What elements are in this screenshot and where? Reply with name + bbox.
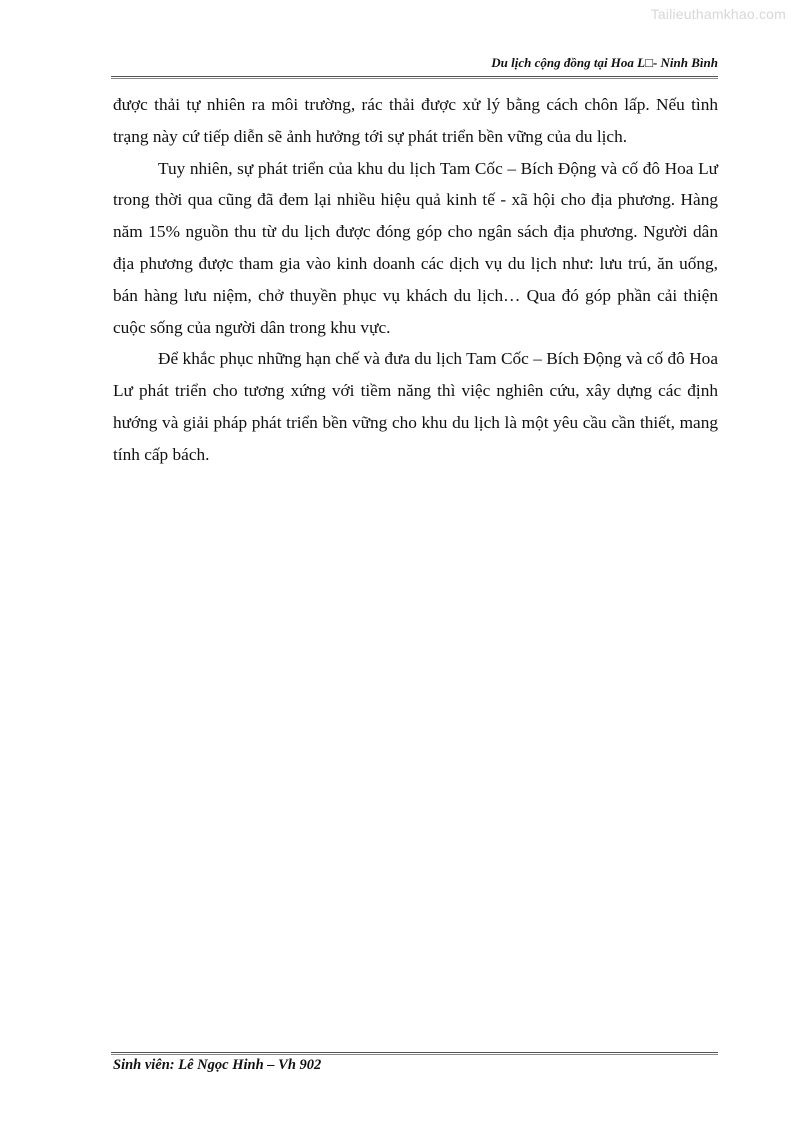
watermark: Tailieuthamkhao.com: [650, 6, 786, 22]
body-text: [113, 89, 718, 471]
paragraph-benefits: Tuy nhiên, sự phát triển của khu du lịch Tam Cốc – Bích Động và cố đô Hoa Lư trong thời qua cũng đã đem lại nhiều hiệu quả kinh tế - xã hội cho địa phương. Hàng năm 15% nguồn thu từ du lịch được đóng góp cho ngân sách địa phương. Người dân địa phương được tham gia vào kinh doanh các dịch vụ du lịch như: lưu trú, ăn uống, bán hàng lưu niệm, chở thuyền phục vụ khách du lịch… Qua đó góp phần cải thiện cuộc sống của người dân trong khu vực.: [113, 158, 718, 337]
running-header-title: Du lịch cộng đồng tại Hoa L□- Ninh Bình: [491, 55, 718, 70]
footer-student-name: Sinh viên: Lê Ngọc Hinh – Vh 902: [113, 1057, 322, 1073]
footer-divider: [111, 1052, 718, 1055]
header-divider: [111, 76, 718, 79]
paragraph-solutions: Để khắc phục những hạn chế và đưa du lịch Tam Cốc – Bích Động và cố đô Hoa Lư phát triển cho tương xứng với tiềm năng thì việc nghiên cứu, xây dựng các định hướng và giải pháp phát triển bền vững cho khu du lịch là một yêu cầu cần thiết, mang tính cấp bách.: [113, 349, 718, 464]
paragraph-continuation: được thải tự nhiên ra môi trường, rác thải được xử lý bằng cách chôn lấp. Nếu tình trạng này cứ tiếp diễn sẽ ảnh hưởng tới sự phát triển bền vững của du lịch.: [113, 95, 718, 146]
